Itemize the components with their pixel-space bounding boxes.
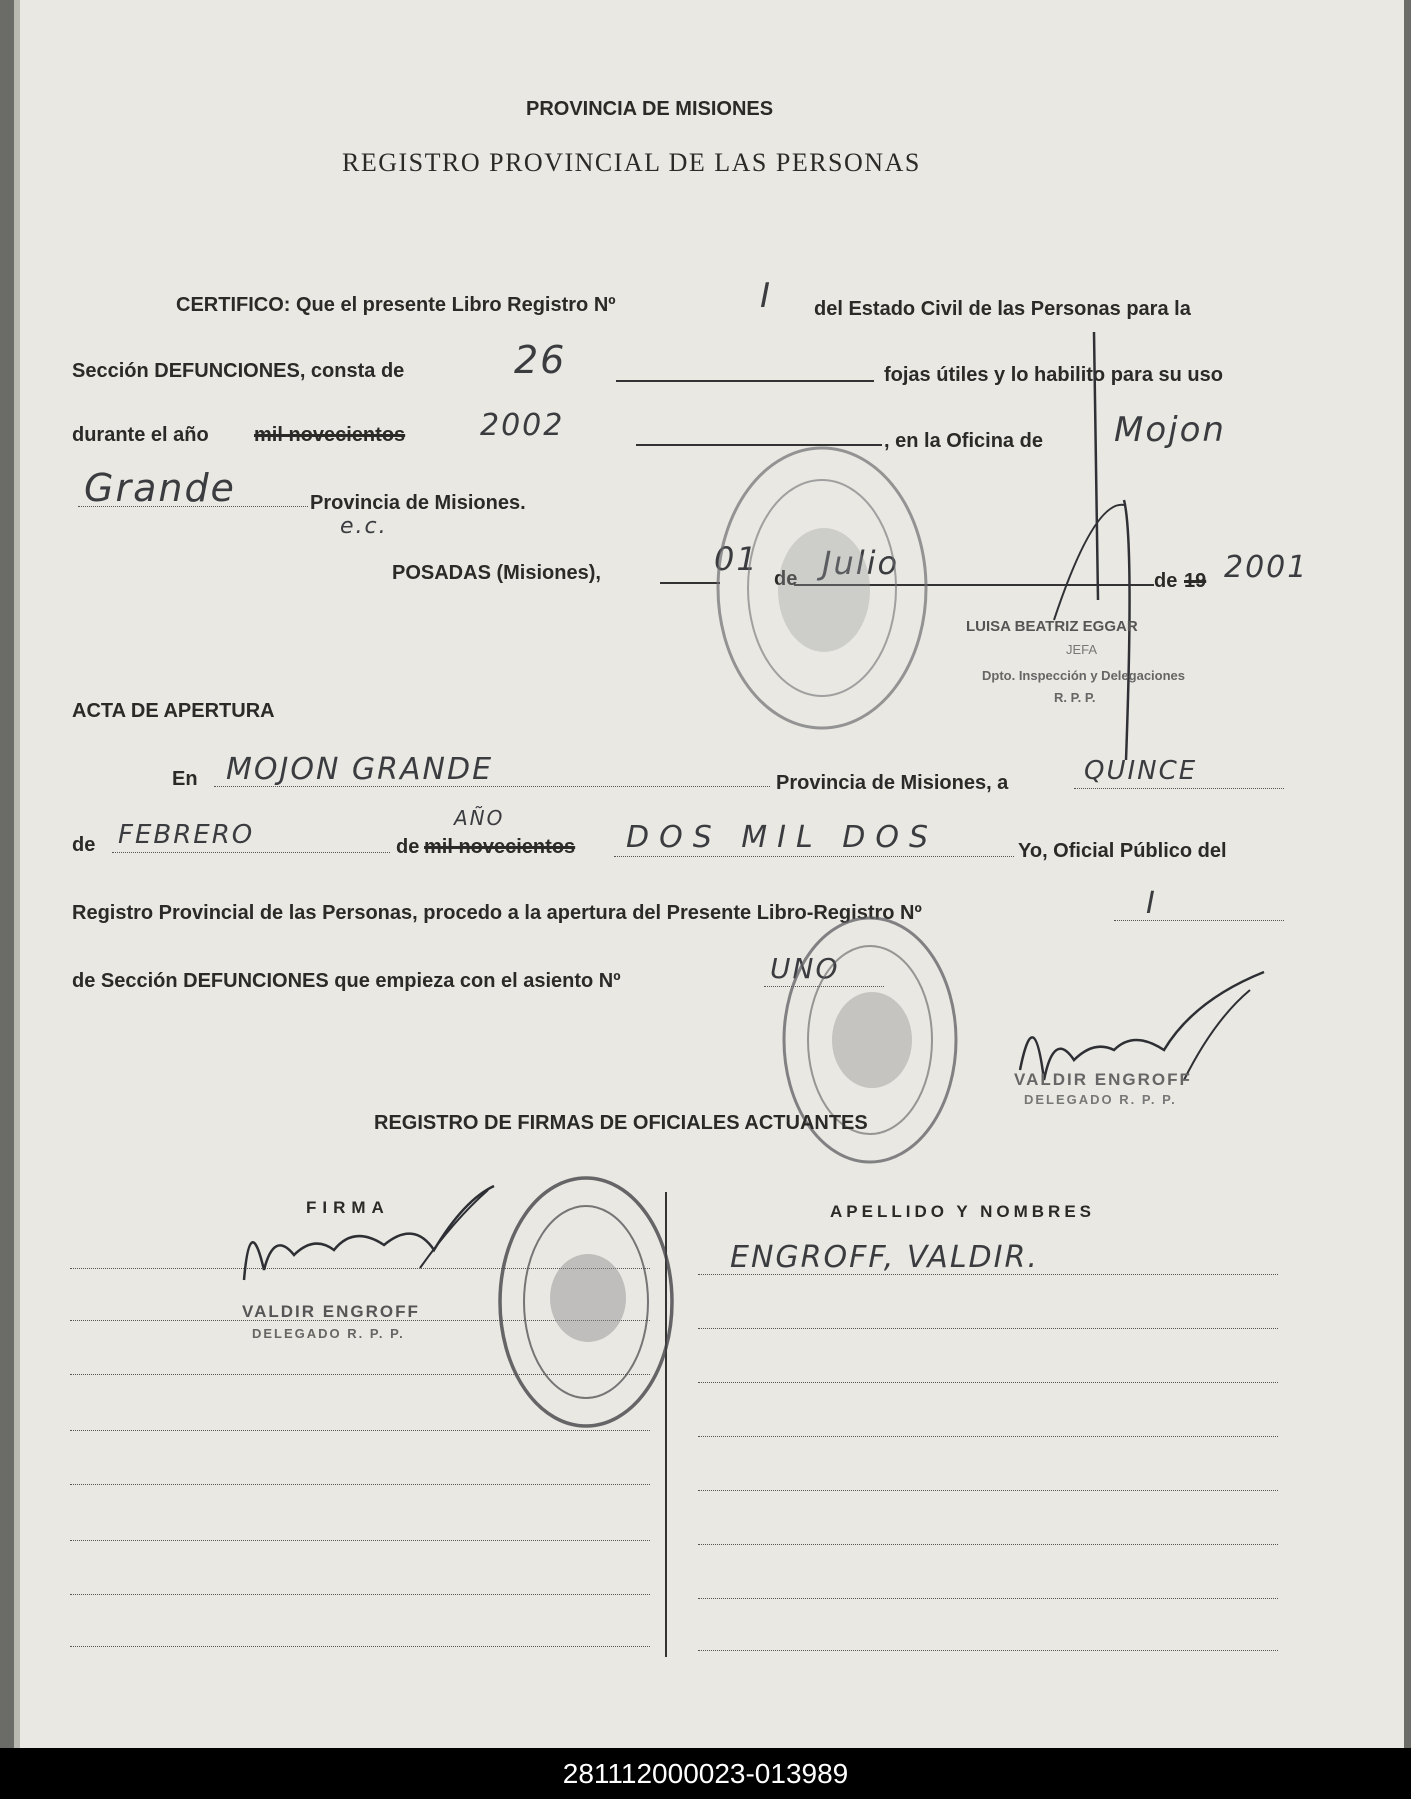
cert-office-1: Mojon (1114, 410, 1226, 450)
cert-line1-a: CERTIFICO: Que el presente Libro Registro Nº (176, 294, 616, 316)
cert-month: Julio (822, 544, 900, 582)
cert-de-2: de (1154, 570, 1178, 592)
cert-line3-a: durante el año (72, 424, 209, 446)
document-page (14, 0, 1404, 1748)
cert-year-prefix-struck: 19 (1184, 570, 1207, 592)
firma-stamp-role: DELEGADO R. P. P. (252, 1326, 405, 1341)
firma-line-6 (70, 1540, 650, 1541)
cert-de-1: de (774, 568, 798, 590)
stamp-cert-name: LUISA BEATRIZ EGGAR (966, 618, 1138, 635)
cert-initials: e.c. (340, 514, 388, 539)
acta-line4: de Sección DEFUNCIONES que empieza con el asiento Nº (72, 970, 621, 992)
acta-title: ACTA DE APERTURA (72, 700, 275, 722)
firma-line-8 (70, 1646, 650, 1647)
registry-heading: REGISTRO PROVINCIAL DE LAS PERSONAS (342, 148, 921, 177)
acta-prov: Provincia de Misiones, a (776, 772, 1009, 794)
acta-day-dots (1074, 788, 1284, 789)
acta-locality: MOJON GRANDE (226, 752, 494, 787)
acta-yo: Yo, Oficial Público del (1018, 840, 1227, 862)
cert-day-line (660, 582, 720, 584)
names-line-7 (698, 1598, 1278, 1599)
cert-office-2: Grande (84, 466, 236, 510)
acta-year-text: DOS MIL DOS (626, 820, 939, 855)
acta-ano-hand: AÑO (454, 806, 505, 830)
acta-month-dots (112, 852, 390, 853)
names-line-5 (698, 1490, 1278, 1491)
cert-office-dots (78, 506, 308, 507)
acta-book-dots (1114, 920, 1284, 921)
cert-year-line (636, 444, 882, 446)
signatures-title: REGISTRO DE FIRMAS DE OFICIALES ACTUANTES (374, 1112, 868, 1134)
acta-year-dots (614, 856, 1014, 857)
cert-year-struck: mil novecientos (254, 424, 406, 446)
names-line-8 (698, 1650, 1278, 1651)
cert-book-number: I (760, 276, 773, 316)
cert-line2-a: Sección DEFUNCIONES, consta de (72, 360, 405, 382)
col-firma: FIRMA (306, 1198, 390, 1217)
acta-de-1: de (72, 834, 96, 856)
cert-day: 01 (714, 540, 759, 578)
cert-line4: Provincia de Misiones. (310, 492, 526, 514)
names-entry: ENGROFF, VALDIR. (730, 1240, 1039, 1275)
names-line-3 (698, 1382, 1278, 1383)
footer-id: 281112000023-013989 (0, 1748, 1411, 1799)
names-line-4 (698, 1436, 1278, 1437)
col-names: APELLIDO Y NOMBRES (830, 1202, 1096, 1221)
firma-line-5 (70, 1484, 650, 1485)
delegate-stamp-role: DELEGADO R. P. P. (1024, 1092, 1177, 1107)
stamp-cert-org: R. P. P. (1054, 690, 1096, 705)
names-line-6 (698, 1544, 1278, 1545)
acta-locality-dots (214, 786, 770, 787)
stamp-cert-role: JEFA (1066, 642, 1098, 657)
firma-line-7 (70, 1594, 650, 1595)
firma-line-4 (70, 1430, 650, 1431)
cert-date-year: 2001 (1224, 550, 1309, 585)
firma-seal (14, 0, 15, 1)
stamp-cert-dept: Dpto. Inspección y Delegaciones (982, 668, 1185, 683)
delegate-stamp-name: VALDIR ENGROFF (1014, 1070, 1192, 1089)
acta-line3: Registro Provincial de las Personas, procedo a la apertura del Presente Libro-Registro Nº (72, 902, 922, 924)
cert-line1-b: del Estado Civil de las Personas para la (814, 298, 1191, 320)
cert-pages: 26 (514, 338, 567, 382)
province-heading: PROVINCIA DE MISIONES (526, 98, 774, 120)
cert-line2-b: fojas útiles y lo habilito para su uso (884, 364, 1223, 386)
acta-entry: UNO (770, 952, 840, 985)
acta-entry-dots (764, 986, 884, 987)
cert-year: 2002 (480, 408, 565, 443)
acta-year-struck: mil novecientos (424, 836, 576, 858)
acta-day: QUINCE (1084, 756, 1198, 786)
acta-book-number: I (1146, 886, 1157, 921)
cert-line3-b: , en la Oficina de (884, 430, 1043, 452)
names-line-2 (698, 1328, 1278, 1329)
cert-place-date: POSADAS (Misiones), (392, 562, 601, 584)
acta-month: FEBRERO (118, 820, 255, 850)
firma-line-3 (70, 1374, 650, 1375)
acta-en: En (172, 768, 198, 790)
firma-stamp-name: VALDIR ENGROFF (242, 1302, 420, 1321)
cert-pages-line (616, 380, 874, 382)
acta-de-2: de (396, 836, 420, 858)
